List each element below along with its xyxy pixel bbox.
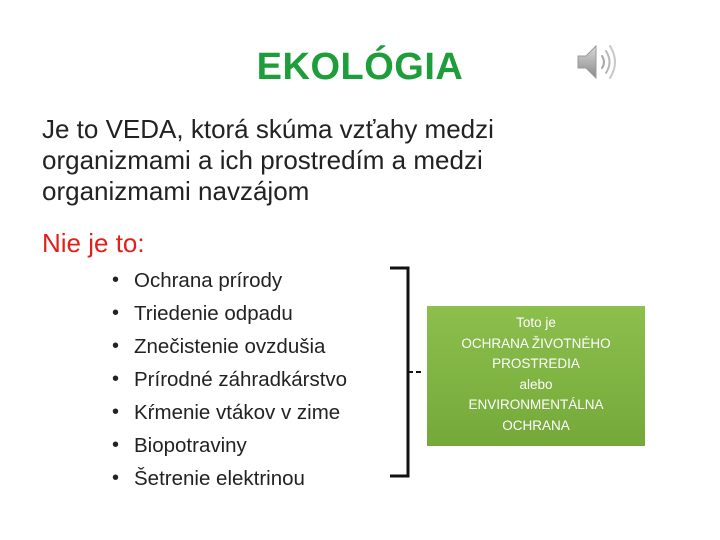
box-line: OCHRANA ŽIVOTNÉHO (461, 335, 611, 351)
list-item (112, 462, 347, 495)
list-item (112, 396, 347, 429)
definition-line: Je to VEDA, ktorá skúma vzťahy medzi (42, 114, 494, 144)
definition-line: organizmami a ich prostredím a medzi (42, 145, 483, 175)
list-item (112, 363, 347, 396)
bullet: • (112, 335, 120, 357)
bullet: • (112, 368, 120, 390)
bullet-list (112, 264, 347, 495)
list-item-label: Znečistenie ovzdušia (134, 335, 326, 358)
box-line: Toto je (516, 315, 556, 330)
box-line: alebo (519, 376, 553, 392)
list-item-label: Kŕmenie vtákov v zime (134, 401, 341, 424)
definition-line: organizmami navzájom (42, 176, 310, 206)
bullet: • (112, 401, 120, 423)
box-line: OCHRANA (502, 417, 570, 433)
box-line: ENVIRONMENTÁLNA (468, 397, 604, 412)
bullet: • (112, 269, 120, 291)
not-label: Nie je to: (42, 228, 145, 258)
bullet: • (112, 434, 120, 456)
list-item (112, 330, 347, 363)
list-item-label: Triedenie odpadu (134, 302, 293, 325)
bullet: • (112, 302, 120, 324)
list-item-label: Biopotraviny (134, 434, 247, 457)
definition-text (42, 114, 582, 207)
list-item-label: Prírodné záhradkárstvo (134, 368, 348, 391)
list-item-label: Ochrana prírody (134, 269, 283, 292)
environmental-protection-box (427, 306, 645, 446)
speaker-icon[interactable] (574, 40, 624, 84)
list-item (112, 429, 347, 462)
slide-title: EKOLÓGIA (256, 46, 464, 88)
list-item (112, 264, 347, 297)
bullet: • (112, 467, 120, 489)
list-item (112, 297, 347, 330)
box-line: PROSTREDIA (492, 356, 580, 371)
list-item-label: Šetrenie elektrinou (134, 467, 305, 490)
